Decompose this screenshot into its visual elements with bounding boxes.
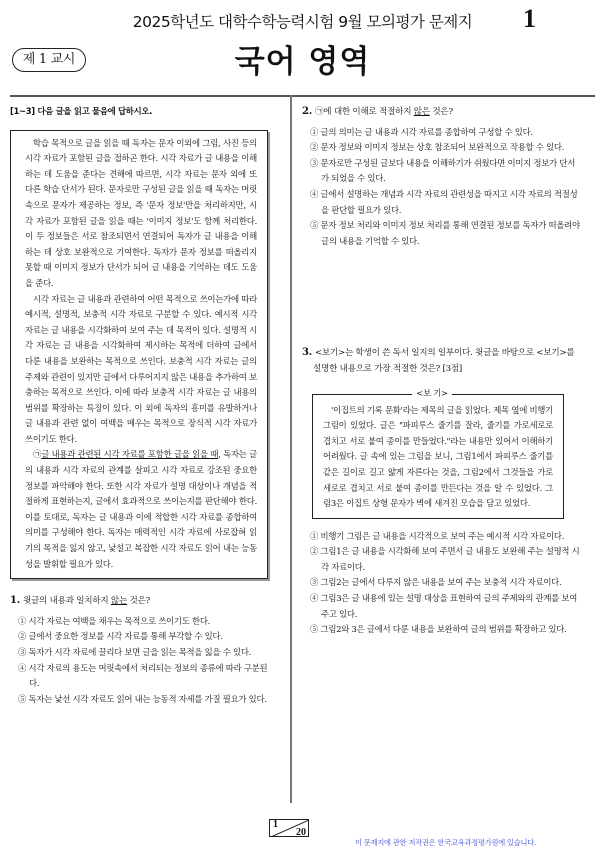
- stem-text: 것은?: [127, 596, 150, 607]
- passage-paragraph: [25, 447, 257, 572]
- column-divider: [290, 95, 292, 803]
- choice-4[interactable]: ④ 그림3은 글 내용에 있는 설명 대상을 표현하여 글의 주제와의 관계를 보여 주고 있다.: [310, 593, 578, 619]
- choice-2[interactable]: ② 문자 정보와 이미지 정보는 상호 참조되어 보완적으로 작용할 수 있다.: [310, 142, 565, 153]
- bogi-content: [312, 394, 564, 519]
- left-column: [10, 100, 275, 707]
- negation-word: 않는: [110, 596, 128, 607]
- choice-1[interactable]: ① 비행기 그림은 글 내용을 시각적으로 보여 주는 예시적 시각 자료이다.: [310, 530, 565, 541]
- period-badge: 제 1 교시: [12, 48, 86, 72]
- reading-passage: [10, 130, 268, 580]
- question-number: 2.: [302, 106, 312, 117]
- question-stem: [302, 104, 582, 121]
- question-number: 1.: [10, 595, 20, 607]
- choice-1[interactable]: ① 시각 자료는 여백을 채우는 목적으로 쓰이기도 한다.: [18, 615, 211, 626]
- negation-word: 않은: [413, 107, 430, 117]
- stem-text: ㉠에 대한 이해로 적절하지: [314, 107, 414, 117]
- bogi-text: '이집트의 기록 문화'라는 제목의 글을 읽었다. 제목 옆에 비행기 그림이 있었다. 글은 "파피루스 줄기를 잘라, 줄기를 가로세로로 겹치고 서로 붙여 종이를 만들었다."라는 내용만 있어서 이해하기 어려웠다. 글 속에 있는 그림을 보니, 그림1에서 파피루스 줄기를 같은 길이로 길고 얇게 자른다는 것을, 그림2에서 그것들을 가로세로로 겹치고 서로 붙여 종이를 만든다는 것을 알 수 있었다. 그림3은 이집트 상형 문자가 벽에 새겨진 모습을 담고 있었다.: [323, 404, 553, 509]
- choice-1[interactable]: ① 글의 의미는 글 내용과 시각 자료를 종합하여 구성할 수 있다.: [310, 126, 533, 137]
- copyright-notice: 이 문제지에 관한 저작권은 한국교육과정평가원에 있습니다.: [355, 838, 537, 847]
- bogi-label-text: <보 기>: [412, 388, 452, 398]
- question-2: [302, 104, 582, 249]
- bogi-label: [312, 387, 552, 399]
- choice-4[interactable]: ④ 시각 자료의 용도는 머릿속에서 처리되는 정보의 종류에 따라 구분된다.: [18, 662, 268, 689]
- choice-5[interactable]: ⑤ 독자는 낯선 시각 자료도 읽어 내는 능동적 자세를 가질 필요가 있다.: [18, 693, 267, 704]
- stem-text: 것은?: [429, 107, 453, 117]
- question-stem: [10, 593, 275, 610]
- stem-text: <보기>는 학생이 쓴 독서 일지의 일부이다. 윗글을 바탕으로 <보기>를 설명한 내용으로 가장 적절한 것은? [3점]: [313, 348, 575, 374]
- page-indicator: [269, 819, 309, 837]
- question-number: 3.: [302, 347, 312, 359]
- choice-5[interactable]: ⑤ 그림2와 3은 글에서 다룬 내용을 보완하여 글의 범위를 확장하고 있다.: [310, 624, 567, 635]
- choice-3[interactable]: ③ 그림2는 글에서 다루지 않은 내용을 보여 주는 보충적 시각 자료이다.: [310, 577, 562, 588]
- marker-giyeok: ㉠: [33, 449, 42, 460]
- passage-paragraph: 학습 목적으로 글을 읽을 때 독자는 문자 이외에 그림, 사진 등의 시각 자료가 포함된 글을 접하곤 한다. 시각 자료가 글 내용을 이해하는 데 도움을 준다는 견해에 따르면, 시각 자료는 문자 외에 또 다른 학습 단서가 된다. 문자로만 구성된 글을 읽을 때 독자는 머릿속으로 문자가 제공하는 정보, 즉 '문자 정보'만을 처리하지만, 시각 자료가 포함된 글을 읽을 때는 '이미지 정보'도 함께 처리한다. 이 두 정보들은 서로 참조되면서 연결되어 독자가 글 내용을 이해하는 데 상호 보완적으로 기여한다. 독자가 문자 정보를 떠올리지 못할 때 이미지 정보가 단서가 되어 글 내용을 기억하는 데도 도움을 준다.: [25, 137, 257, 288]
- stem-text: 윗글의 내용과 일치하지: [22, 596, 111, 607]
- exam-title: 2025학년도 대학수학능력시험 9월 모의평가 문제지: [132, 13, 473, 31]
- choice-2[interactable]: ② 글에서 중요한 정보를 시각 자료를 통해 부각할 수 있다.: [18, 631, 223, 642]
- subject-title: 국어 영역: [234, 44, 371, 80]
- page-current: 1: [273, 819, 278, 830]
- underlined-phrase: 글 내용과 관련된 시각 자료를 포함한 글을 읽을 때: [41, 449, 219, 460]
- choice-list: [18, 614, 275, 708]
- question-3: [302, 345, 582, 638]
- question-1: [10, 593, 275, 707]
- question-stem: [302, 345, 582, 377]
- passage-text: , 독자는 글의 내용과 시각 자료의 관계를 살피고 시각 자료로 강조된 중요한 정보를 파악해야 한다. 또한 시각 자료가 설명 대상이나 개념을 적절하게 표현하는지, 글에서 효과적으로 쓰이는지를 판단해야 한다. 이를 토대로, 독자는 글 내용과 이에 적합한 시각 자료를 종합하여 의미를 구성해야 한다. 독자는 매력적인 시각 자료에 사로잡혀 읽기의 목적을 잃지 않고, 낯설고 복잡한 시각 자료도 읽어 내는 능동성을 발휘할 필요가 있다.: [25, 449, 257, 569]
- choice-2[interactable]: ② 그림1은 글 내용을 시각화해 보여 주면서 글 내용도 보완해 주는 설명적 시각 자료이다.: [310, 546, 580, 572]
- page-number: 1: [523, 4, 536, 33]
- top-divider: [10, 95, 595, 97]
- choice-3[interactable]: ③ 문자로만 구성된 글보다 내용을 이해하기가 쉬웠다면 이미지 정보가 단서가 되었을 수 있다.: [310, 157, 576, 184]
- bogi-box: [312, 387, 582, 519]
- choice-3[interactable]: ③ 독자가 시각 자료에 끌리다 보면 글을 읽는 목적을 잃을 수 있다.: [18, 647, 252, 657]
- page-total: 20: [296, 827, 306, 837]
- choice-5[interactable]: ⑤ 문자 정보 처리와 이미지 정보 처리를 통해 연결된 정보를 독자가 떠올려야 글의 내용을 기억할 수 있다.: [310, 220, 580, 246]
- choice-list: [310, 529, 582, 638]
- right-column: [302, 100, 582, 638]
- choice-list: [310, 125, 582, 250]
- passage-set-header: [1~3] 다음 글을 읽고 물음에 답하시오.: [10, 106, 153, 116]
- passage-paragraph: 시각 자료는 글 내용과 관련하여 어떤 목적으로 쓰이는가에 따라 예시적, 설명적, 보충적 시각 자료로 구분할 수 있다. 예시적 시각 자료는 글 내용을 시각화하여 보여 주는 데 목적이 있다. 설명적 시각 자료는 글 내용을 시각화하여 제시하는 목적에 더하여 글에서 다룬 내용을 보완하는 목적으로 쓰인다. 보충적 시각 자료는 글의 주제와 관련이 있지만 글에서 다루어지지 않은 내용을 추가하여 보충하는 목적으로 쓰인다. 이에 따라 보충적 시각 자료는 글 내용의 범위를 확장하는 특징이 있다. 이 외에 독자의 흥미를 유발하거나 글 내용과 관련 없이 여백을 메우는 목적으로 장식적 시각 자료가 쓰이기도 한다.: [25, 293, 257, 444]
- choice-4[interactable]: ④ 글에서 설명하는 개념과 시각 자료의 관련성을 따지고 시각 자료의 적절성을 판단할 필요가 있다.: [310, 188, 578, 215]
